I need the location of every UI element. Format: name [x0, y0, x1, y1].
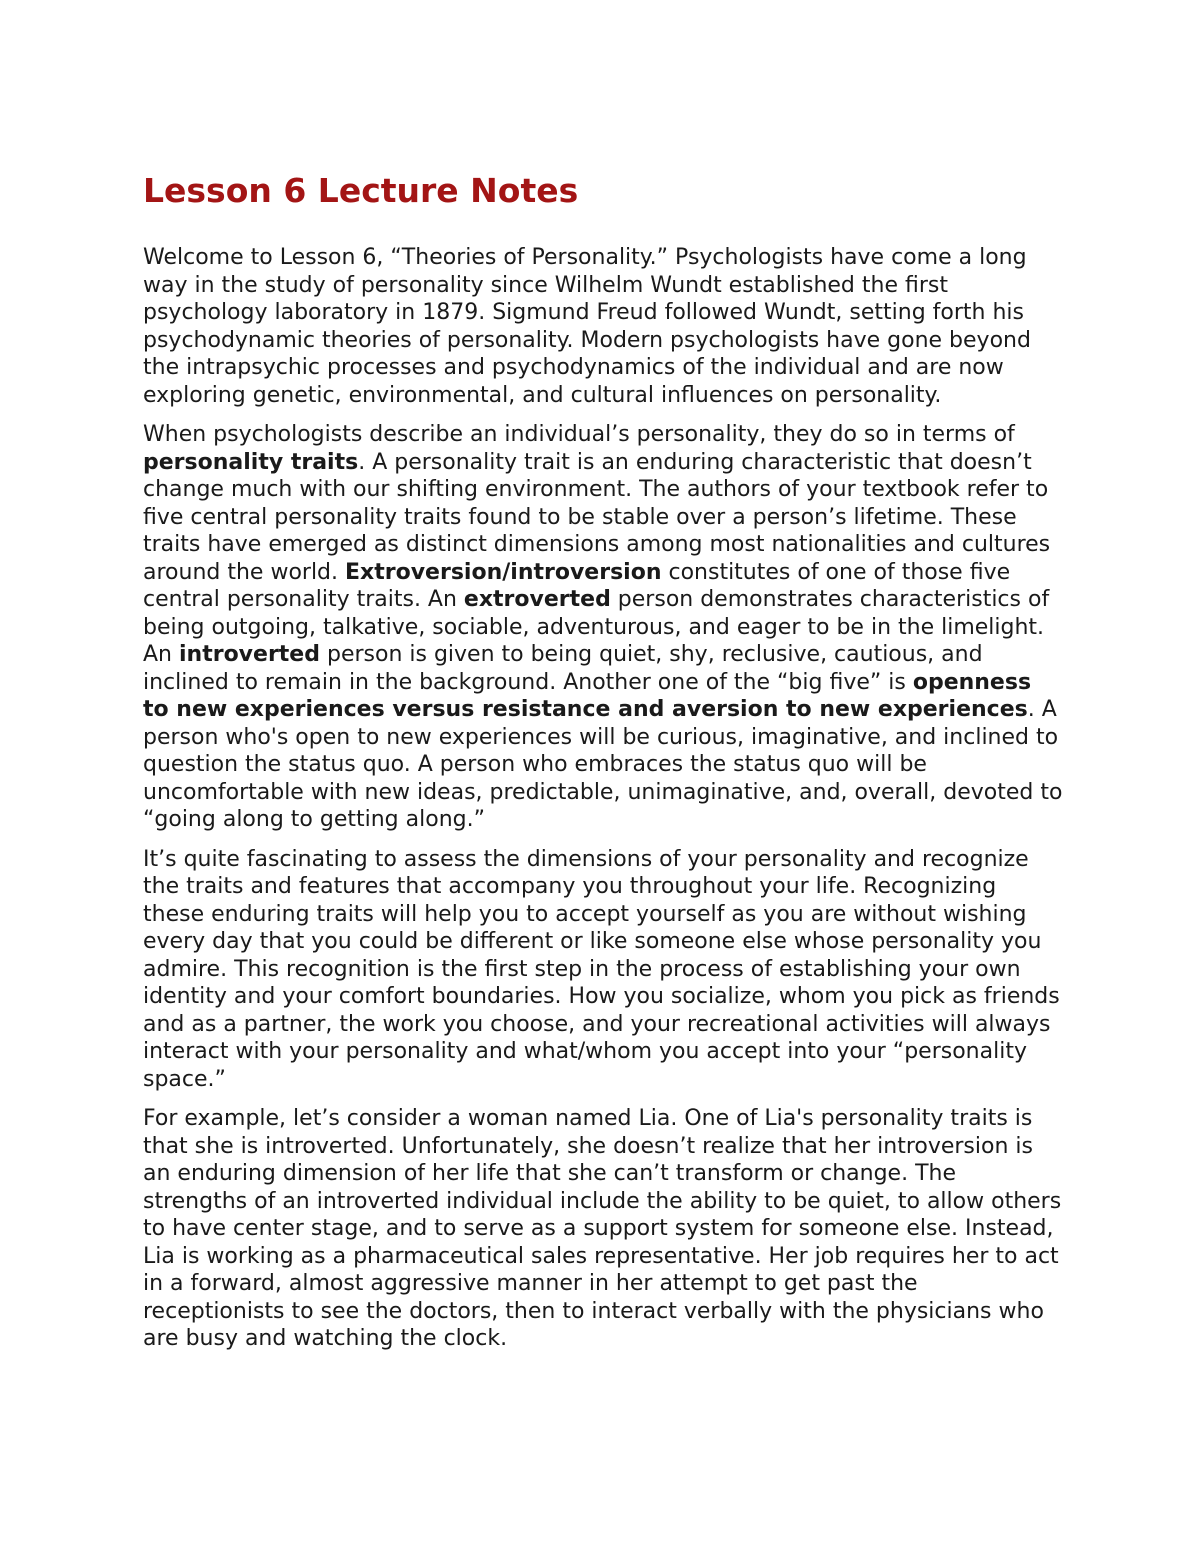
text-run: person is given to being quiet, shy, reclusive, cautious, and inclined to remain in the background. Another one of the “big five” is — [143, 642, 983, 695]
text-run: Welcome to Lesson 6, “Theories of Personality.” Psychologists have come a long way in the study of personality since Wilhelm Wundt established the first psychology laboratory in 1879. Sigmund Freud followed Wundt, setting forth his psychodynamic theories of personality. Modern psychologists have gone beyond the intrapsychic processes and psychodynamics of the individual and are now exploring genetic, environmental, and cultural influences on personality. — [143, 245, 1031, 408]
page-title: Lesson 6 Lecture Notes — [143, 171, 579, 210]
bold-term: Extroversion/introversion — [345, 559, 662, 585]
text-run: . A person who's open to new experiences will be curious, imaginative, and inclined to question the status quo. A person who embraces the status quo will be uncomfortable with new ideas, predictable, unimaginative, and, overall, devoted to “going along to getting along.” — [143, 697, 1063, 832]
paragraph — [143, 846, 1063, 1094]
text-run: It’s quite fascinating to assess the dimensions of your personality and recognize the traits and features that accompany you throughout your life. Recognizing these enduring traits will help you to accept yourself as you are without wishing every day that you could be different or like someone else whose personality you admire. This recognition is the first step in the process of establishing your own identity and your comfort boundaries. How you socialize, whom you pick as friends and as a partner, the work you choose, and your recreational activities will always interact with your personality and what/whom you accept into your “personality space.” — [143, 846, 1060, 1092]
text-run: person demonstrates characteristics of being outgoing, talkative, sociable, adventurous, and eager to be in the limelight. An — [143, 587, 1050, 667]
bold-term: personality traits — [143, 449, 359, 475]
text-run: constitutes of one of those five central personality traits. An — [143, 559, 1011, 612]
paragraph — [143, 1105, 1063, 1353]
text-run: For example, let’s consider a woman named Lia. One of Lia's personality traits is that she is introverted. Unfortunately, she doesn’t realize that her introversion is an enduring dimension of her life that she can’t transform or change. The strengths of an introverted individual include the ability to be quiet, to allow others to have center stage, and to serve as a support system for someone else. Instead, Lia is working as a pharmaceutical sales representative. Her job requires her to act in a forward, almost aggressive manner in her attempt to get past the receptionists to see the doctors, then to interact verbally with the physicians who are busy and watching the clock. — [143, 1106, 1062, 1351]
document-page — [143, 168, 1063, 1365]
document-body — [143, 244, 1063, 1353]
paragraph — [143, 244, 1063, 409]
bold-term: extroverted — [463, 587, 611, 612]
bold-term: introverted — [179, 642, 320, 667]
text-run: When psychologists describe an individual’s personality, they do so in terms of — [143, 422, 1015, 447]
bold-term: openness to new experiences versus resistance and aversion to new experiences — [143, 669, 1032, 722]
text-run: . A personality trait is an enduring characteristic that doesn’t change much with our shifting environment. The authors of your textbook refer to five central personality traits found to be stable over a person’s lifetime. These traits have emerged as distinct dimensions among most nationalities and cultures around the world. — [143, 449, 1051, 585]
paragraph — [143, 421, 1063, 834]
